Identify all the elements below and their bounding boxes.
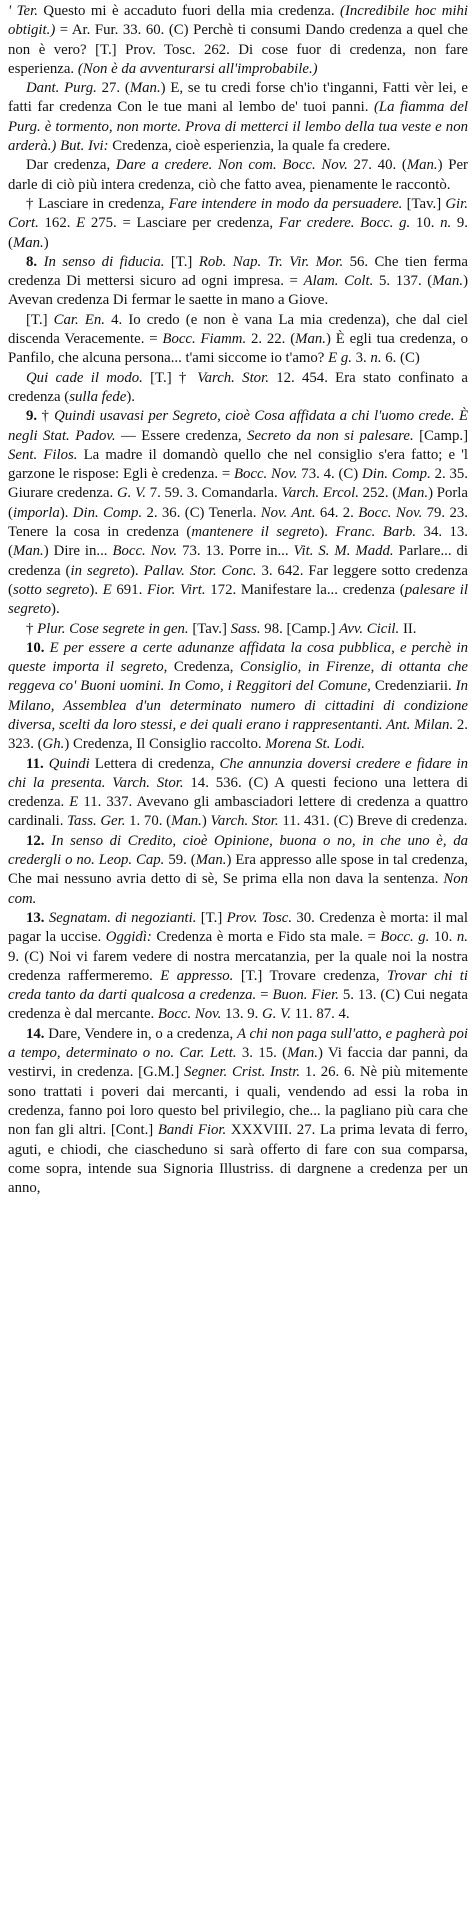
- text-run: ).: [319, 524, 336, 541]
- italic-text: A chi non paga sull'atto, e pagherà poi a tempo, determinato o no. Car. Lett.: [8, 1025, 469, 1062]
- italic-text: Sent. Filos.: [8, 446, 78, 463]
- italic-text: Fior. Virt.: [146, 581, 206, 598]
- text-run: 11. 431. (C) Breve di credenza.: [278, 813, 468, 830]
- text-run: 27. 40. (: [347, 157, 407, 174]
- text-run: II.: [399, 620, 417, 637]
- italic-text: Buon. Fier.: [272, 987, 339, 1004]
- text-run: =: [256, 987, 273, 1004]
- text-run: Credenza è morta e Fido sta male. =: [151, 929, 381, 946]
- italic-text: sotto segreto: [12, 581, 90, 598]
- text-run: ) Era appresso alle spose in tal credenza, Che mai nessuno avria detto di sè, Se prima ella non dava la sentenza.: [8, 852, 468, 888]
- italic-text: G. V.: [116, 485, 146, 502]
- paragraph: [8, 311, 468, 369]
- text-run: ).: [130, 562, 144, 579]
- italic-text: imporla: [12, 504, 60, 521]
- text-run: ).: [126, 388, 135, 405]
- italic-text: Che annunzia doversi credere e fidare in chi la presenta. Varch. Stor.: [8, 755, 469, 791]
- italic-text: Bocc. Nov.: [112, 543, 178, 560]
- sense-9-paragraph: [8, 407, 468, 619]
- italic-text: Far credere. Bocc. g.: [278, 215, 411, 232]
- italic-text: Avv. Cicil.: [339, 620, 400, 637]
- italic-text: Gir. Cort.: [8, 195, 468, 232]
- paragraph: [8, 156, 468, 195]
- text-run: ) Porla (: [8, 485, 468, 521]
- italic-text: Prov. Tosc.: [226, 909, 293, 926]
- text-run: Lettera di credenza,: [89, 755, 220, 772]
- text-run: 64. 2.: [315, 504, 359, 521]
- text-run: 10.: [429, 929, 457, 946]
- text-run: ).: [51, 601, 60, 618]
- italic-text: Bocc. Nov.: [233, 466, 298, 483]
- sense-8-paragraph: [8, 253, 468, 311]
- text-run: 30. Credenza è morta: il mal pagar la uccise.: [8, 909, 468, 946]
- italic-text: Consiglio, in Firenze, di ottanta che reggeva co' Buoni uomini. In Como, i Reggitori del Comune,: [8, 659, 468, 695]
- italic-text: mantenere il segreto: [191, 524, 320, 541]
- text-run: 2. 36. (C) Tenerla.: [142, 504, 261, 521]
- italic-text: Segner. Crist. Instr.: [184, 1064, 301, 1081]
- italic-text: Varch. Stor.: [210, 813, 279, 830]
- sense-number: 10.: [26, 639, 45, 656]
- text-run: Questo mi è accaduto fuori della mia credenza.: [43, 3, 341, 19]
- italic-text: Man.: [406, 157, 438, 174]
- italic-text: Man.: [171, 813, 202, 830]
- text-run: 11. 337. Avevano gli ambasciadori lettere di credenza a quattro cardinali.: [8, 794, 468, 830]
- italic-text: Man.: [397, 485, 429, 502]
- italic-text: G. V.: [262, 1006, 291, 1023]
- italic-text: Plur. Cose segrete in gen.: [37, 620, 189, 637]
- italic-text: Man.: [295, 331, 326, 348]
- sense-13-paragraph: [8, 909, 468, 1025]
- italic-text: Bocc. g.: [380, 929, 430, 946]
- sense-number: 14.: [26, 1025, 45, 1042]
- italic-text: E: [102, 581, 112, 598]
- italic-text: (Non è da avventurarsi all'improbabile.): [77, 60, 318, 77]
- italic-text: Vit. S. M. Madd.: [293, 543, 394, 560]
- text-run: 172. Manifestare la... credenza (: [205, 581, 405, 598]
- text-run: La madre il domandò quello che nel consiglio s'era fatto; e 'l garzone le rispose: Egli è credenza. =: [8, 446, 468, 483]
- text-run: 275. = Lasciare per credenza,: [85, 215, 279, 232]
- italic-text: sulla fede: [69, 388, 127, 405]
- text-run: 162.: [38, 215, 77, 232]
- text-run: Credenza, cioè esperienzia, la quale fa credere.: [108, 138, 391, 155]
- text-run: 11. 87. 4.: [290, 1006, 350, 1023]
- italic-text: Morena St. Lodi.: [265, 736, 366, 753]
- text-run: 9. (C) Noi vi farem vedere di nostra mercatanzia, per la quale noi la nostra credenza raffermeremo.: [8, 948, 468, 984]
- text-run: 10.: [410, 215, 441, 232]
- italic-text: Man.: [129, 80, 161, 97]
- italic-text: Quindi: [48, 755, 90, 772]
- text-run: 59. (: [164, 852, 196, 869]
- sense-10-paragraph: [8, 639, 468, 755]
- italic-text: Tass. Ger.: [67, 813, 126, 830]
- italic-text: (La fiamma del Purg. è tormento, non morte. Prova di metterci il lembo della tua veste e non arderà.): [8, 99, 468, 155]
- text-run: Dare, Vendere in, o a credenza,: [44, 1025, 237, 1042]
- text-run: [T.]: [196, 909, 227, 926]
- italic-text: Man.: [12, 543, 44, 560]
- italic-text: ' Ter.: [8, 3, 44, 19]
- italic-text: n.: [370, 350, 382, 367]
- italic-text: But. Ivi:: [60, 138, 109, 155]
- sense-11-paragraph: [8, 755, 468, 832]
- italic-text: in segreto: [70, 562, 130, 579]
- italic-text: Non com.: [8, 871, 468, 907]
- italic-text: Bocc. Nov.: [157, 1006, 222, 1023]
- text-run: †: [37, 408, 55, 425]
- italic-text: (Incredibile hoc mihi obtigit.): [8, 3, 469, 39]
- text-run: 691.: [111, 581, 147, 598]
- text-run: 12. 454. Era stato confinato a credenza (: [8, 369, 468, 405]
- text-run: ).: [59, 504, 73, 521]
- text-run: ).: [89, 581, 103, 598]
- italic-text: Alam. Colt.: [303, 273, 374, 290]
- italic-text: palesare il segreto: [8, 581, 469, 618]
- italic-text: Bocc. Nov.: [358, 504, 423, 521]
- text-run: 3.: [351, 350, 371, 367]
- text-run: 14. 536. (C) A questi feciono una lettera di credenza.: [8, 774, 469, 811]
- italic-text: Fare intendere in modo da persuadere.: [168, 195, 403, 212]
- text-run: ) Vi faccia dar panni, da vestirvi, in credenza. [G.M.]: [8, 1045, 468, 1081]
- italic-text: Man.: [287, 1045, 318, 1062]
- text-run: 6. (C): [381, 350, 420, 367]
- italic-text: E appresso.: [160, 967, 234, 984]
- italic-text: Dant. Purg.: [26, 80, 97, 97]
- italic-text: Varch. Ercol.: [281, 485, 359, 502]
- text-run: 5. 137. (: [373, 273, 433, 290]
- text-run: 56. Che tien ferma credenza Di mettersi sicuro ad ogni impresa. =: [8, 253, 468, 290]
- sense-12-paragraph: [8, 832, 468, 909]
- italic-text: Franc. Barb.: [335, 524, 417, 541]
- italic-text: Bocc. Fiamm.: [162, 331, 247, 348]
- text-run: XXXVIII. 27. La prima levata di ferro, aguti, e chiodi, che ciascheduno si sarà offerto di fare con sua comparsa, come sopra, intende sua Signoria Illustriss. di dargnene a credenza per un anno,: [8, 1122, 468, 1197]
- text-run: ) È egli tua credenza, o Panfilo, che alcuna persona... t'ami siccome io t'amo?: [8, 331, 468, 367]
- italic-text: n.: [440, 215, 452, 232]
- sense-number: 13.: [26, 909, 45, 926]
- text-run: 73. 4. (C): [297, 466, 363, 483]
- italic-text: n.: [456, 929, 468, 946]
- italic-text: Din. Comp.: [72, 504, 143, 521]
- text-run: 2. 22. (: [246, 331, 296, 348]
- text-run: Parlare... di credenza (: [8, 543, 468, 579]
- italic-text: Nov. Ant.: [260, 504, 316, 521]
- text-run: 2. 323. (: [8, 716, 469, 753]
- paragraph: [8, 2, 468, 79]
- text-run: — Essere credenza,: [115, 427, 248, 444]
- text-run: 1. 70. (: [125, 813, 172, 830]
- text-run: 252. (: [358, 485, 398, 502]
- text-run: ): [201, 813, 211, 830]
- italic-text: Dare a credere. Non com. Bocc. Nov.: [115, 157, 348, 174]
- text-run: ) Credenza, Il Consiglio raccolto.: [64, 736, 266, 753]
- text-run: [T.] †: [142, 369, 198, 386]
- text-run: 1. 26. 6. Nè più mitemente sono trattati i poveri dai mercanti, i quali, vendendo ad essi la roba in credenza, fanno poi loro questo bel privilegio, che... la pagliano più cara che non fan gli altri. [Cont.]: [8, 1064, 468, 1139]
- italic-text: E: [69, 794, 79, 811]
- italic-text: Sass.: [230, 620, 261, 637]
- text-run: ) Dire in...: [43, 543, 113, 560]
- italic-text: In Milano, Assemblea d'un determinato numero di cittadini di condizione diversa, scelti da loro stessi, e dei quali erano i rappresentanti. Ant. Milan.: [8, 678, 468, 733]
- italic-text: Oggidì:: [105, 929, 152, 946]
- text-run: [T.]: [26, 311, 54, 328]
- text-run: ): [43, 234, 49, 251]
- paragraph: [8, 79, 468, 156]
- italic-text: E g.: [328, 350, 352, 367]
- text-run: [T.]: [164, 253, 199, 270]
- italic-text: Din. Comp.: [362, 466, 431, 483]
- text-run: 9. (: [8, 215, 469, 251]
- text-run: Credenza,: [167, 659, 241, 676]
- italic-text: Man.: [432, 273, 464, 290]
- text-run: [Camp.]: [413, 427, 469, 444]
- text-run: 4. Io credo (e non è vana La mia credenza), che dal ciel discenda Veracemente. =: [8, 311, 469, 348]
- italic-text: Pallav. Stor. Conc.: [143, 562, 257, 579]
- text-run: = Ar. Fur. 33. 60. (C) Perchè ti consumi Dando credenza a quel che non è vero? [T.] Prov. Tosc. 262. Di cose fuor di credenza, non fare esperienza.: [8, 22, 468, 77]
- text-run: ) Avevan credenza Di fermar le saette in mano a Giove.: [8, 273, 468, 309]
- sense-14-paragraph: [8, 1025, 468, 1199]
- italic-text: Qui cade il modo.: [26, 369, 143, 386]
- text-run: 73. 13. Porre in...: [177, 543, 294, 560]
- text-run: Dar credenza,: [26, 157, 116, 174]
- text-run: 2. 35. Giurare credenza.: [8, 466, 468, 502]
- text-run: †: [26, 620, 38, 637]
- text-run: ) Per darle di ciò più intera credenza, ciò che fatto avea, pienamente le raccontò.: [8, 157, 468, 193]
- italic-text: In senso di Credito, cioè Opinione, buona o no, in che uno è, da credergli o no. Leop. Cap.: [8, 832, 468, 869]
- italic-text: Trovar chi ti creda tanto da darti qualcosa a credenza.: [8, 967, 469, 1004]
- italic-text: Segnatam. di negoziantі.: [48, 909, 197, 926]
- text-run: 98. [Camp.]: [260, 620, 340, 637]
- italic-text: Man.: [12, 234, 44, 251]
- text-run: 3. 15. (: [236, 1045, 288, 1062]
- italic-text: Car. En.: [53, 311, 105, 328]
- paragraph: [8, 620, 468, 639]
- paragraph: [8, 195, 468, 253]
- text-run: 3. 642. Far leggere sotto credenza (: [8, 562, 468, 598]
- text-run: 79. 23. Tenere la cosa in credenza (: [8, 504, 468, 541]
- text-run: 27. (: [96, 80, 130, 97]
- sense-number: 9.: [26, 408, 38, 425]
- sense-number: 11.: [26, 755, 44, 772]
- paragraph: [8, 369, 468, 408]
- text-run: [Tav.]: [188, 620, 231, 637]
- italic-text: Gh.: [42, 736, 65, 753]
- sense-number: 12.: [26, 832, 45, 849]
- text-run: 7. 59. 3. Comandarla.: [145, 485, 282, 502]
- italic-text: Quindi usavasi per Segreto, cioè Cosa affidata a chi l'uomo crede. È negli Stat. Padov.: [8, 408, 468, 444]
- text-run: [T.] Trovare credenza,: [233, 967, 388, 984]
- italic-text: Secreto da non si palesare.: [247, 427, 414, 444]
- italic-text: Rob. Nap. Tr. Vir. Mor.: [198, 253, 344, 270]
- text-run: Credenziarii.: [370, 678, 456, 695]
- text-run: [Tav.]: [402, 195, 446, 212]
- text-run: 34. 13. (: [8, 524, 469, 560]
- italic-text: Man.: [195, 852, 227, 869]
- sense-number: 8.: [26, 253, 38, 270]
- italic-text: Bandi Fior.: [157, 1122, 227, 1139]
- italic-text: E: [76, 215, 86, 232]
- text-run: 13. 9.: [221, 1006, 263, 1023]
- text-run: † Lasciare in credenza,: [26, 195, 169, 212]
- italic-text: E per essere a certe adunanze affidata la cosa pubblica, e perchè in queste importa il segreto,: [8, 639, 468, 676]
- text-run: ) E, se tu credi forse ch'io t'inganni, Fatti vèr lei, e fatti far credenza Con le tue mani al lembo de' tuoi panni.: [8, 80, 468, 116]
- text-run: 5. 13. (C) Cui negata credenza è dal mercante.: [8, 987, 468, 1023]
- italic-text: Varch. Stor.: [197, 369, 269, 386]
- italic-text: In senso di fiducia.: [43, 253, 165, 270]
